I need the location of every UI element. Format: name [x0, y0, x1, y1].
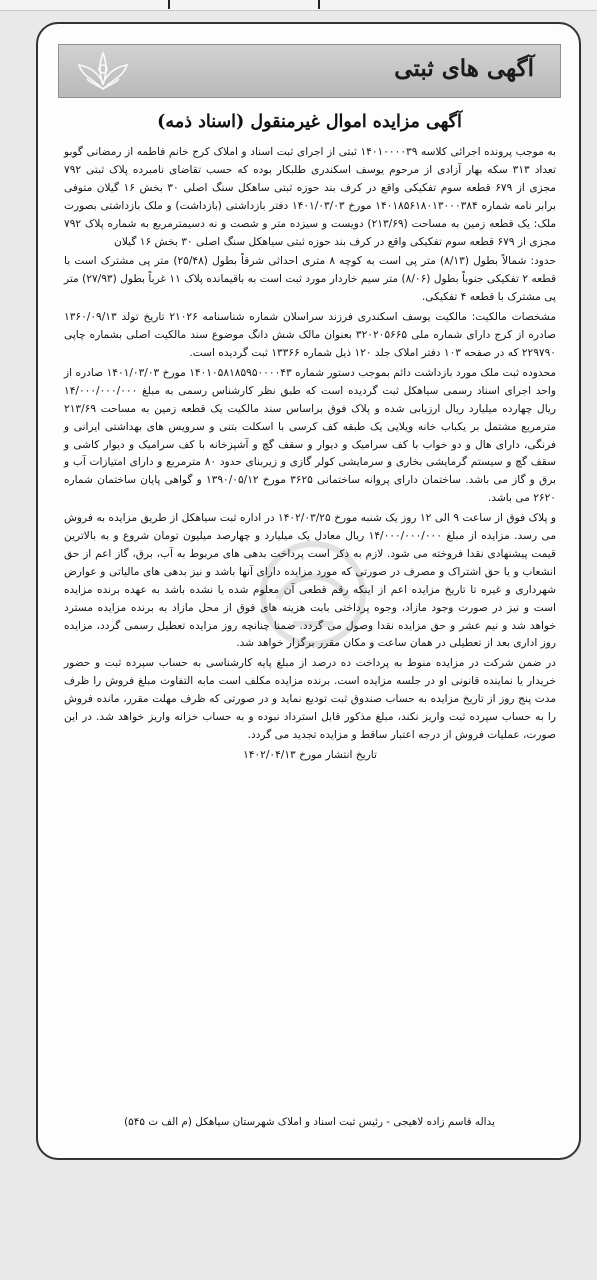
notice-paragraph: حدود: شمالاً بطول (۸/۱۳) متر پی است به کوچه ۸ متری احداثی شرقاً بطول (۲۵/۴۸) متر پی مشترک است با قطعه ۲ تفکیکی جنوباً بطول (۸/۰۶) متر سیم خاردار مورد ثبت است به باقیمانده پلاک ۱۱ غرباً بطول (۲۷/۹۳) متر پی مشترک با قطعه ۴ تفکیکی. — [64, 255, 557, 304]
scan-mark — [168, 0, 170, 9]
notice-paragraph: محدوده ثبت ملک مورد بازداشت دائم بموجب دستور شماره ۱۴۰۱۰۵۸۱۸۵۹۵۰۰۰۰۴۳ مورخ ۱۴۰۱/۰۳/۰۳ صادره از واحد اجرای اسناد رسمی سیاهکل ثبت گردیده است که طبق نظر کارشناس رسمی به مبلغ ۱۴/۰۰۰/۰۰۰/۰۰۰ ریال چهارده میلیارد ریال ارزیابی شده و پلاک فوق براساس سند مالکیت یک قطعه زمین به مساحت ۲۱۳/۶۹ مترمربع مشتمل بر یکباب خانه ویلایی یک طبقه کف کرسی با اسکلت بتنی و سرویس های بهداشتی ایرانی و فرنگی، دارای هال و دو خواب با کف سرامیک و دیوار و سقف گچ و آشپزخانه با کف سرامیک و دیوار کاشی و سقف گچ و سیستم گرمایشی بخاری و سرمایشی کولر گازی و زیربنای حدود ۸۰ مترمربع و دارای امتیازات آب و برق و گاز می باشد. ساختمان دارای پروانه ساختمانی ۳۶۲۵ مورخ ۱۳۹۰/۰۵/۱۲ و گواهی پایان ساختمان شماره ۲۶۲۰ می باشد. — [64, 366, 556, 505]
floral-logo-icon — [73, 49, 133, 95]
signature-line: یداله قاسم زاده لاهیجی - رئیس ثبت اسناد و املاک شهرستان سیاهکل (م الف ت ۵۴۵) — [124, 1116, 495, 1128]
section-header — [58, 44, 561, 98]
scan-mark — [318, 0, 320, 9]
notice-body — [64, 144, 556, 767]
publish-date: تاریخ انتشار مورخ ۱۴۰۲/۰۴/۱۳ — [243, 748, 377, 761]
notice-paragraph: به موجب پرونده اجرائی کلاسه ۱۴۰۱۰۰۰۰۳۹ ثبتی از اجرای ثبت اسناد و املاک کرج خانم فاطمه از رمضانی گوبو تعداد ۳۱۳ سکه بهار آزادی از مرحوم یوسف اسکندری طلبکار بوده که حسب تقاضای نامبرده پلاک ثبتی ۷۹۲ مجزی از ۶۷۹ قطعه سوم تفکیکی واقع در کرف بند حوزه ثبتی ساهکل سنگ اصلی ۳۰ بخش ۱۶ گیلان متوفی برابر نامه شماره ۱۴۰۱۸۵۶۱۸۰۱۳۰۰۰۳۸۴ مورخ ۱۴۰۱/۰۳/۰۳ دفتر بازداشتی (بازداشت) و ملک بازداشتی بصورت ملک: یک قطعه زمین به مساحت (۲۱۳/۶۹) دویست و سیزده متر و شصت و نه دسیمترمربع به شماره پلاک ۷۹۲ مجزی از ۶۷۹ قطعه سوم تفکیکی واقع در کرف بند حوزه ثبتی سیاهکل سنگ اصلی ۳۰ بخش ۱۶ گیلان — [64, 146, 557, 248]
notice-title: آگهی مزایده اموال غیرمنقول (اسناد ذمه) — [157, 112, 462, 132]
notice-paragraph: مشخصات مالکیت: مالکیت یوسف اسکندری فرزند سراسلان شماره شناسنامه ۲۱۰۲۶ تاریخ تولد ۱۳۶۰/۰۹/۱۳ صادره از کرج دارای شماره ملی ۳۲۰۲۰۵۶۶۵ بعنوان مالک شش دانگ موضوع سند مالکیت اصلی بشماره چاپی ۲۲۹۷۹۰ که در صفحه ۱۰۳ دفتر املاک جلد ۱۲۰ ذیل شماره ۱۳۳۶۶ ثبت گردیده است. — [64, 311, 556, 359]
notice-paragraph: و پلاک فوق از ساعت ۹ الی ۱۲ روز یک شنبه مورخ ۱۴۰۲/۰۳/۲۵ در اداره ثبت سیاهکل از طریق مزایده به فروش می رسد. مزایده از مبلغ ۱۴/۰۰۰/۰۰۰/۰۰۰ ریال معادل یک میلیارد و چهارصد میلیون تومان شروع و به بالاترین قیمت پیشنهادی نقدا فروخته می شود. لازم به ذکر است پرداخت بدهی های مربوط به آب، برق، گاز اعم از حق انشعاب و یا حق اشتراک و مصرف در صورتی که مورد مزایده دارای آنها باشد و نیز بدهی های مالیاتی و عوارض شهرداری و غیره تا تاریخ مزایده اعم از اینکه رقم قطعی آن معلوم شده یا نشده باشد به عهده برنده مزایده است و نیز در صورت وجود مازاد، وجوه پرداختی بابت هزینه های فوق از محل مازاد به برنده مزایده مسترد خواهد شد و نیم عشر و حق مزایده نقدا وصول می گردد. ضمنا چنانچه روز مزایده تعطیل رسمی گردد، مزایده روز اداری بعد از تعطیلی در همان ساعت و مکان مقرر برگزار خواهد شد. — [64, 512, 556, 650]
top-scan-strip — [0, 0, 597, 11]
section-title: آگهی های ثبتی — [394, 55, 534, 82]
notice-paragraph: در ضمن شرکت در مزایده منوط به پرداخت ده درصد از مبلغ پایه کارشناسی به حساب سپرده ثبت و حضور خریدار یا نماینده قانونی او در جلسه مزایده است. برنده مزایده مکلف است مابه التفاوت مبلغ فروش را ظرف مدت پنج روز از تاریخ مزایده به حساب صندوق ثبت تودیع نماید و در صورتی که ظرف مهلت مقرر، مانده فروش را به حساب سپرده ثبت واریز نکند، مبلغ مذکور قابل استرداد نبوده و به حساب خزانه واریز خواهد شد. در این صورت، عملیات فروش از درجه اعتبار ساقط و مزایده تجدید می گردد. — [64, 657, 556, 741]
notice-card — [36, 22, 581, 1160]
